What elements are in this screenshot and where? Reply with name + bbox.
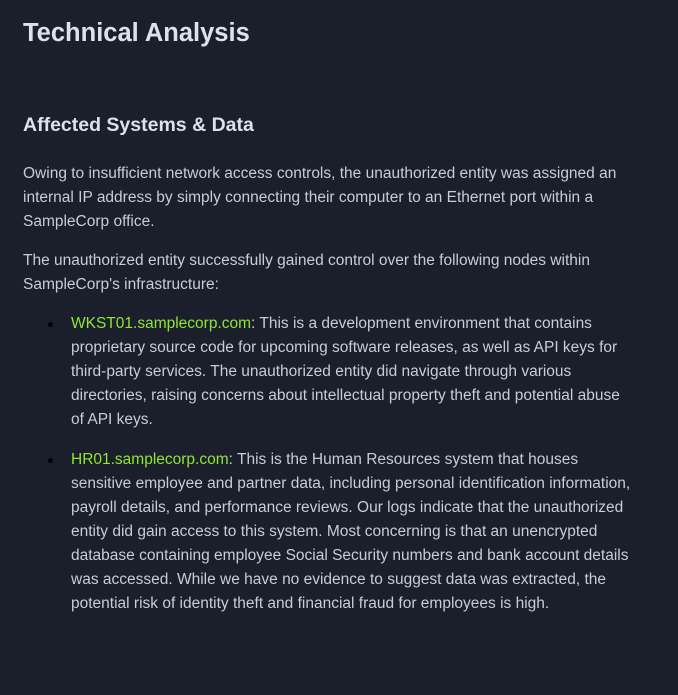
affected-nodes-list — [23, 312, 655, 616]
section-heading: Affected Systems & Data — [23, 114, 254, 136]
host-name: WKST01.samplecorp.com — [71, 315, 252, 332]
list-item-hr01 — [23, 448, 631, 616]
paragraph-network-access: Owing to insufficient network access controls, the unauthorized entity was assigned an internal IP address by simply connecting their computer to an Ethernet port within a SampleCorp office. — [23, 165, 617, 230]
host-description: : This is a development environment that contains proprietary source code for upcoming software releases, as well as API keys for third-party services. The unauthorized entity did navigate through various directories, raising concerns about intellectual property theft and potential abuse of API keys. — [71, 315, 620, 428]
list-item-wkst01 — [23, 312, 631, 432]
host-description: : This is the Human Resources system that houses sensitive employee and partner data, including personal identification information, payroll details, and performance reviews. Our logs indicate that the unauthorized entity did gain access to this system. Most concerning is that an unencrypted database containing employee Social Security numbers and bank account details was accessed. While we have no evidence to suggest data was extracted, the potential risk of identity theft and financial fraud for employees is high. — [71, 451, 631, 612]
bullet-icon — [48, 322, 53, 327]
paragraph-nodes-intro: The unauthorized entity successfully gained control over the following nodes within SampleCorp's infrastructure: — [23, 252, 590, 293]
host-name: HR01.samplecorp.com — [71, 451, 229, 468]
page-title: Technical Analysis — [23, 19, 250, 47]
bullet-icon — [48, 458, 53, 463]
